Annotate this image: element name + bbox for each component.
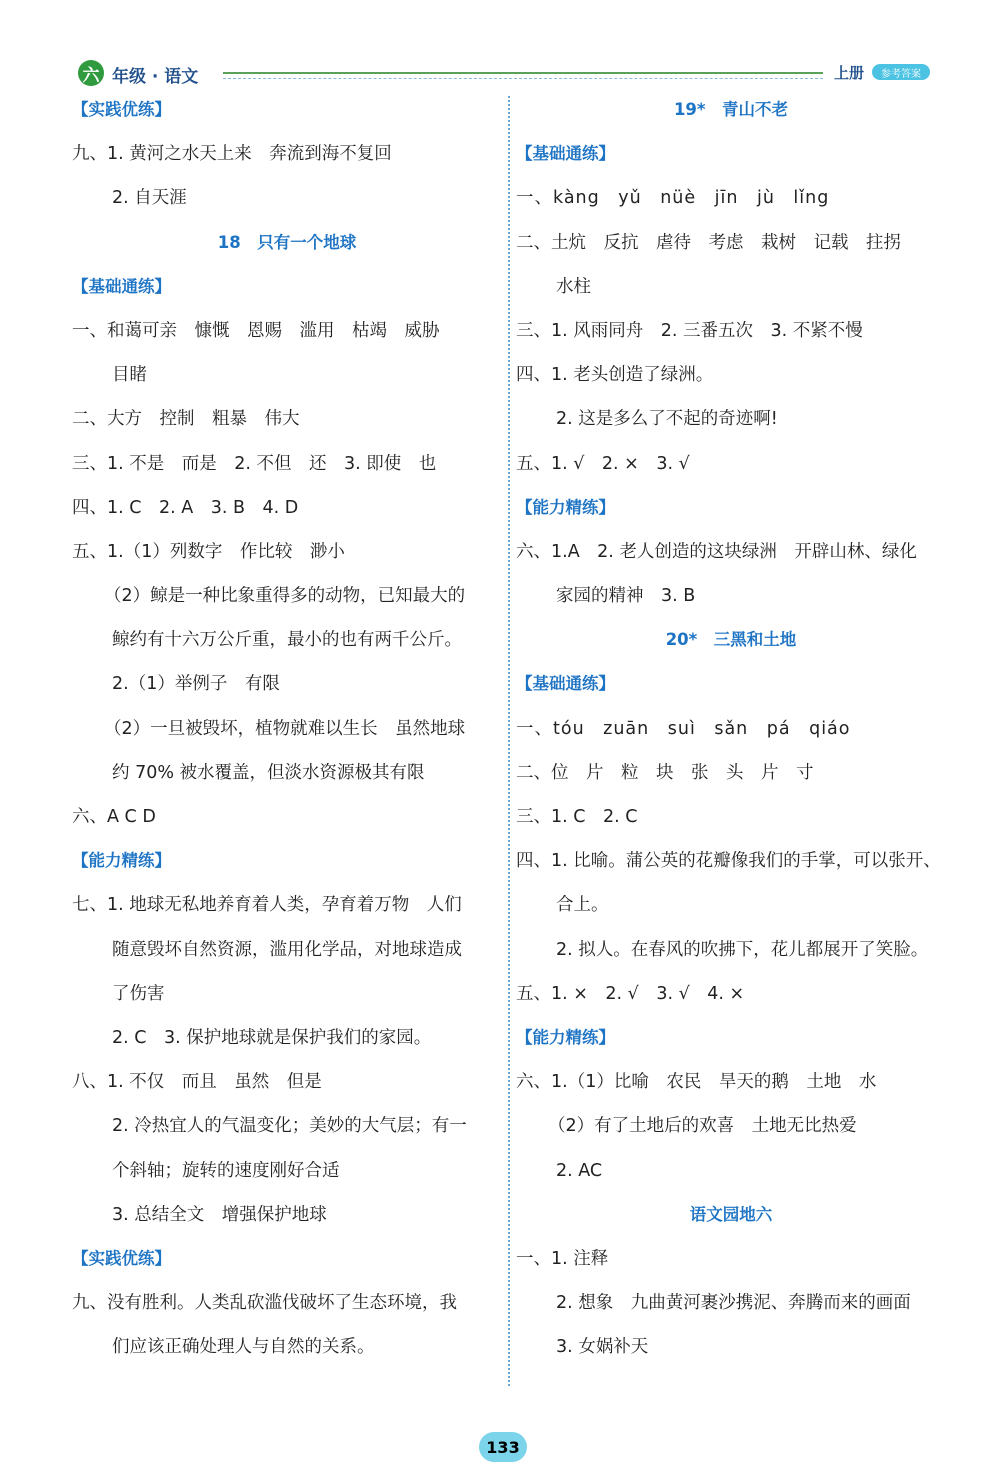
answer-line: 九、1. 黄河之水天上来 奔流到海不复回 xyxy=(72,144,392,165)
answer-line: 九、没有胜利。人类乱砍滥伐破坏了生态环境，我 xyxy=(72,1293,457,1314)
lesson-title: 18 只有一个地球 xyxy=(217,232,357,252)
answer-line: 2. 拟人。在春风的吹拂下，花儿都展开了笑脸。 xyxy=(556,939,929,960)
volume-label: 上册 xyxy=(834,64,865,82)
answer-line: 水柱 xyxy=(556,276,591,297)
page-header xyxy=(78,58,938,90)
section-heading: 【能力精练】 xyxy=(516,1027,615,1047)
answer-line: 七、1. 地球无私地养育着人类，孕育着万物 人们 xyxy=(72,895,462,916)
grade-badge: 六 xyxy=(78,60,104,86)
answer-line: （2）有了土地后的欢喜 土地无比热爱 xyxy=(548,1116,857,1137)
answer-line: 一、和蔼可亲 慷慨 恩赐 滥用 枯竭 威胁 xyxy=(72,320,440,341)
answer-line: 三、1. C 2. C xyxy=(516,807,638,827)
header-dotted-rule xyxy=(223,78,823,79)
section-heading: 【能力精练】 xyxy=(516,497,615,517)
answer-line: 合上。 xyxy=(556,895,609,916)
answer-line: （2）一旦被毁坏，植物就难以生长 虽然地球 xyxy=(104,718,466,739)
left-answer-column xyxy=(72,88,502,1369)
answer-line: 2. AC xyxy=(556,1160,603,1181)
answer-line: 二、大方 控制 粗暴 伟大 xyxy=(72,409,300,430)
right-answer-column xyxy=(516,88,946,1369)
answer-badge: 参考答案 xyxy=(872,64,930,80)
answer-line: 二、位 片 粒 块 张 头 片 寸 xyxy=(516,762,814,783)
answer-line: 2. 冷热宜人的气温变化；美妙的大气层；有一 xyxy=(112,1116,467,1137)
answer-line: 了伤害 xyxy=(112,983,165,1004)
section-heading: 【实践优练】 xyxy=(72,1248,171,1268)
answer-line: 五、1. √ 2. × 3. √ xyxy=(516,453,690,474)
answer-line: （2）鲸是一种比象重得多的动物，已知最大的 xyxy=(104,586,466,607)
answer-line: 六、1.A 2. 老人创造的这块绿洲 开辟山林、绿化 xyxy=(516,541,917,562)
answer-line: 们应该正确处理人与自然的关系。 xyxy=(112,1337,375,1358)
answer-line: 四、1. 比喻。蒲公英的花瓣像我们的手掌，可以张开、 xyxy=(516,851,941,872)
answer-line: 五、1. × 2. √ 3. √ 4. × xyxy=(516,983,745,1004)
section-heading: 【基础通练】 xyxy=(516,144,615,164)
lesson-title: 语文园地六 xyxy=(689,1204,773,1224)
answer-line: 一、kàng yǔ nüè jīn jù lǐng xyxy=(516,188,830,209)
answer-line: 二、土炕 反抗 虐待 考虑 栽树 记载 拄拐 xyxy=(516,232,901,253)
answer-line: 随意毁坏自然资源，滥用化学品，对地球造成 xyxy=(112,939,462,960)
header-rule xyxy=(223,72,823,74)
answer-line: 2.（1）举例子 有限 xyxy=(112,674,280,695)
answer-line: 八、1. 不仅 而且 虽然 但是 xyxy=(72,1072,322,1093)
answer-line: 四、1. 老头创造了绿洲。 xyxy=(516,365,714,386)
answer-line: 一、1. 注释 xyxy=(516,1248,609,1269)
answer-line: 目睹 xyxy=(112,365,147,386)
answer-line: 一、tóu zuān suì sǎn pá qiáo xyxy=(516,718,851,739)
answer-line: 三、1. 不是 而是 2. 不但 还 3. 即使 也 xyxy=(72,453,437,474)
watermark-logo xyxy=(836,1390,986,1478)
answer-line: 六、A C D xyxy=(72,807,156,827)
section-heading: 【基础通练】 xyxy=(72,276,171,296)
answer-line: 家园的精神 3. B xyxy=(556,586,696,607)
answer-line: 3. 总结全文 增强保护地球 xyxy=(112,1204,327,1225)
section-heading: 【基础通练】 xyxy=(516,674,615,694)
column-divider xyxy=(508,96,510,1386)
grade-subject-label: 年级 · 语文 xyxy=(112,67,199,87)
section-heading: 【能力精练】 xyxy=(72,851,171,871)
answer-line: 个斜轴；旋转的速度刚好合适 xyxy=(112,1160,340,1181)
answer-line: 五、1.（1）列数字 作比较 渺小 xyxy=(72,541,345,562)
section-heading: 【实践优练】 xyxy=(72,100,171,119)
lesson-title: 20* 三黑和土地 xyxy=(665,630,797,650)
answer-line: 2. 这是多么了不起的奇迹啊! xyxy=(556,409,778,430)
answer-line: 三、1. 风雨同舟 2. 三番五次 3. 不紧不慢 xyxy=(516,320,863,341)
answer-line: 2. 想象 九曲黄河裹沙携泥、奔腾而来的画面 xyxy=(556,1293,911,1314)
page-number: 133 xyxy=(479,1432,527,1462)
answer-line: 约 70% 被水覆盖，但淡水资源极其有限 xyxy=(112,762,425,783)
answer-line: 2. 自天涯 xyxy=(112,188,187,209)
lesson-title: 19* 青山不老 xyxy=(673,100,789,119)
answer-line: 四、1. C 2. A 3. B 4. D xyxy=(72,497,299,518)
answer-line: 2. C 3. 保护地球就是保护我们的家园。 xyxy=(112,1027,432,1048)
answer-line: 3. 女娲补天 xyxy=(556,1337,649,1358)
answer-line: 六、1.（1）比喻 农民 旱天的鹅 土地 水 xyxy=(516,1072,877,1093)
answer-line: 鲸约有十六万公斤重，最小的也有两千公斤。 xyxy=(112,630,462,651)
